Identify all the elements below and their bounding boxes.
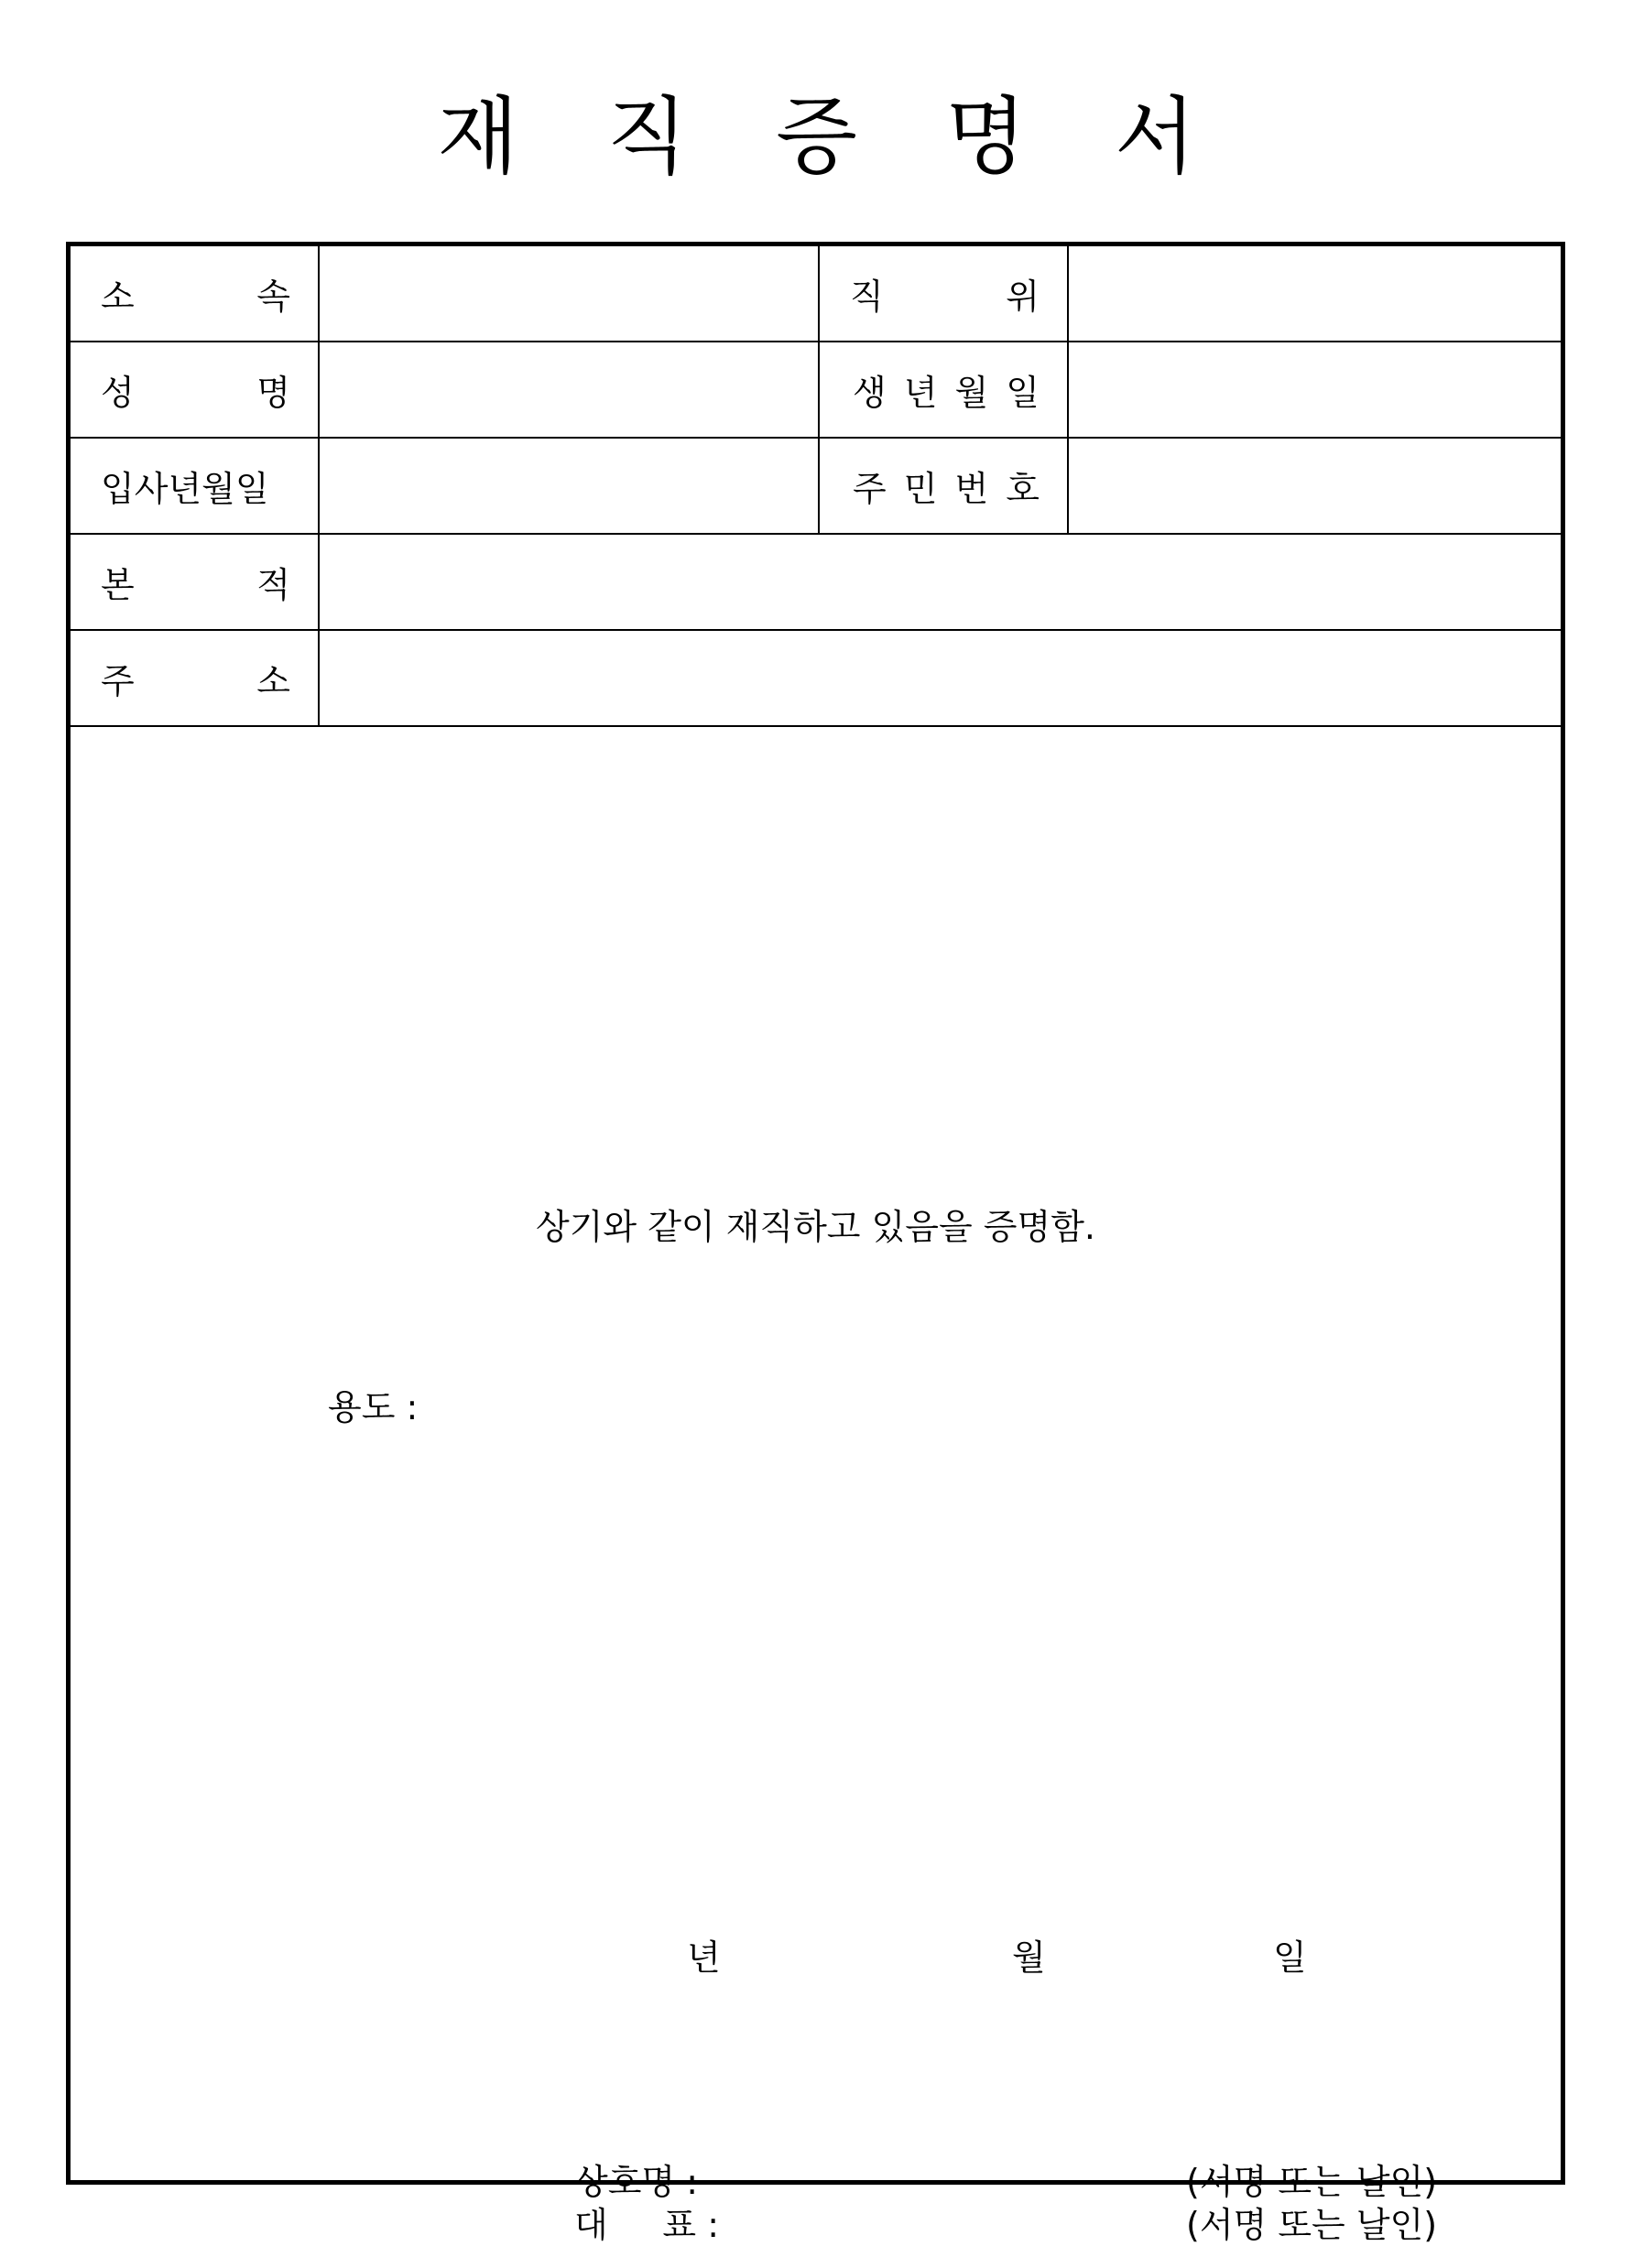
title-char: 직 — [606, 88, 689, 186]
document-title — [0, 78, 1633, 197]
value-origin[interactable] — [320, 535, 1561, 631]
certification-statement: 상기와 같이 재직하고 있음을 증명함. — [535, 1207, 1096, 1247]
label-name: 성 명 — [71, 342, 320, 439]
representative-sign-note: (서명 또는 날인) — [1186, 2205, 1438, 2245]
title-char: 서 — [1114, 88, 1196, 186]
company-row — [71, 2154, 1561, 2202]
company-name-label: 상호명 : — [574, 2162, 699, 2202]
certificate-frame — [66, 242, 1565, 2245]
value-join-date[interactable] — [320, 439, 820, 535]
date-year-label: 년 — [687, 1937, 721, 1978]
value-birth-date[interactable] — [1069, 342, 1561, 439]
label-resident-number: 주 민 번 호 — [820, 439, 1069, 535]
label-position: 직 위 — [820, 246, 1069, 342]
company-sign-note: (서명 또는 날인) — [1186, 2162, 1438, 2202]
representative-row — [71, 2197, 1561, 2245]
title-char: 증 — [776, 88, 857, 186]
label-address: 주 소 — [71, 631, 320, 727]
date-day-label: 일 — [1273, 1937, 1307, 1978]
value-address[interactable] — [320, 631, 1561, 727]
label-birth-date: 생 년 월 일 — [820, 342, 1069, 439]
value-name[interactable] — [320, 342, 820, 439]
label-join-date: 입사년월일 — [71, 439, 320, 535]
date-month-label: 월 — [1012, 1937, 1046, 1978]
info-table — [71, 246, 1561, 727]
label-origin: 본 적 — [71, 535, 320, 631]
value-resident-number[interactable] — [1069, 439, 1561, 535]
value-affiliation[interactable] — [320, 246, 820, 342]
title-char: 명 — [944, 88, 1027, 186]
value-position[interactable] — [1069, 246, 1561, 342]
representative-label: 대 표 : — [574, 2205, 719, 2245]
title-char: 재 — [437, 88, 519, 186]
company-sign-row — [71, 1915, 1561, 1959]
label-affiliation: 소 속 — [71, 246, 320, 342]
purpose-label: 용도 : — [328, 1387, 419, 1427]
